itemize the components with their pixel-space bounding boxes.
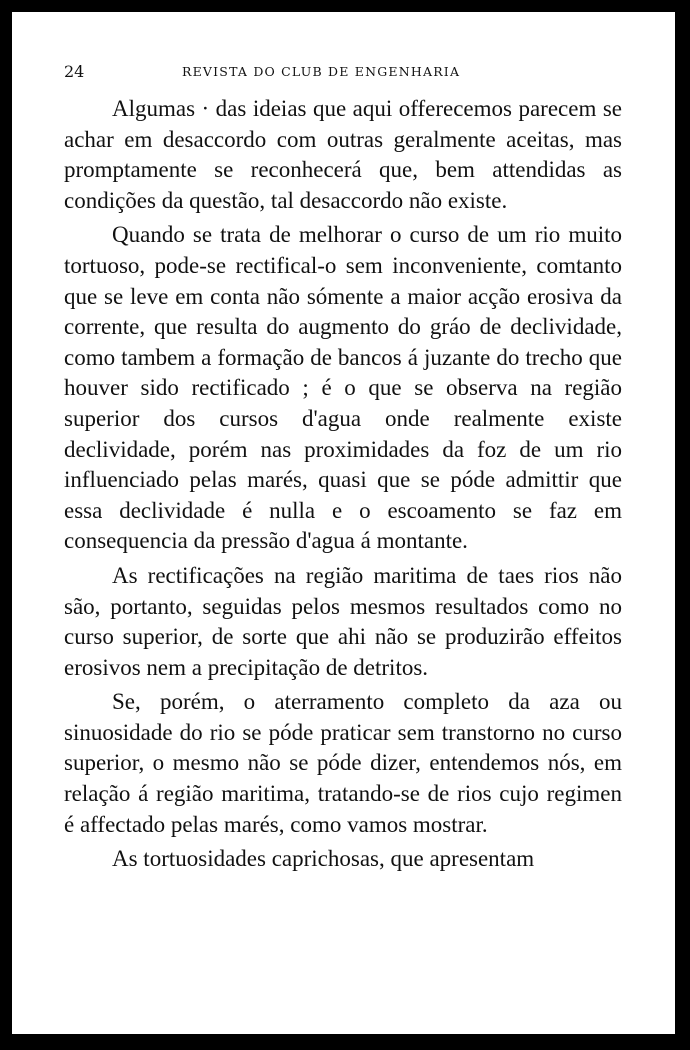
paragraph: As rectificações na região maritima de taes rios não são, portanto, seguidas pelos mesmos resultados como no curso superior, de sorte que ahi não se produzirão effeitos erosivos nem a precipitação de detritos. xyxy=(64,562,622,680)
page-number: 24 xyxy=(64,62,85,81)
journal-title: REVISTA DO CLUB DE ENGENHARIA xyxy=(182,64,461,79)
paragraph: As tortuosidades caprichosas, que apresentam xyxy=(112,846,535,872)
paragraph: Quando se trata de melhorar o curso de um rio muito tortuoso, pode-se rectifical-o sem inconveniente, comtanto que se leve em conta não sómente a maior acção erosiva da corrente, que resulta do augmento do gráo de declividade, como tambem a formação de bancos á juzante do trecho que houver sido rectificado ; é o que se observa na região superior dos cursos d'agua onde realmente existe declividade, porém nas proximidades da foz de um rio influenciado pelas marés, quasi que se póde admittir que essa declividade é nulla e o escoamento se faz em consequencia da pressão d'agua á montante. xyxy=(64,222,622,554)
paragraph: Algumas · das ideias que aqui offerecemos parecem se achar em desaccordo com outras geralmente aceitas, mas promptamente se reconhecerá que, bem attendidas as condições da questão, tal desaccordo não existe. xyxy=(64,96,622,213)
paragraph: Se, porém, o aterramento completo da aza ou sinuosidade do rio se póde praticar sem transtorno no curso superior, o mesmo não se póde dizer, entendemos nós, em relação á região maritima, tratando-se de rios cujo regimen é affectado pelas marés, como vamos mostrar. xyxy=(64,689,622,837)
body-text xyxy=(64,94,622,875)
book-page xyxy=(12,12,675,1034)
running-head xyxy=(64,62,624,86)
